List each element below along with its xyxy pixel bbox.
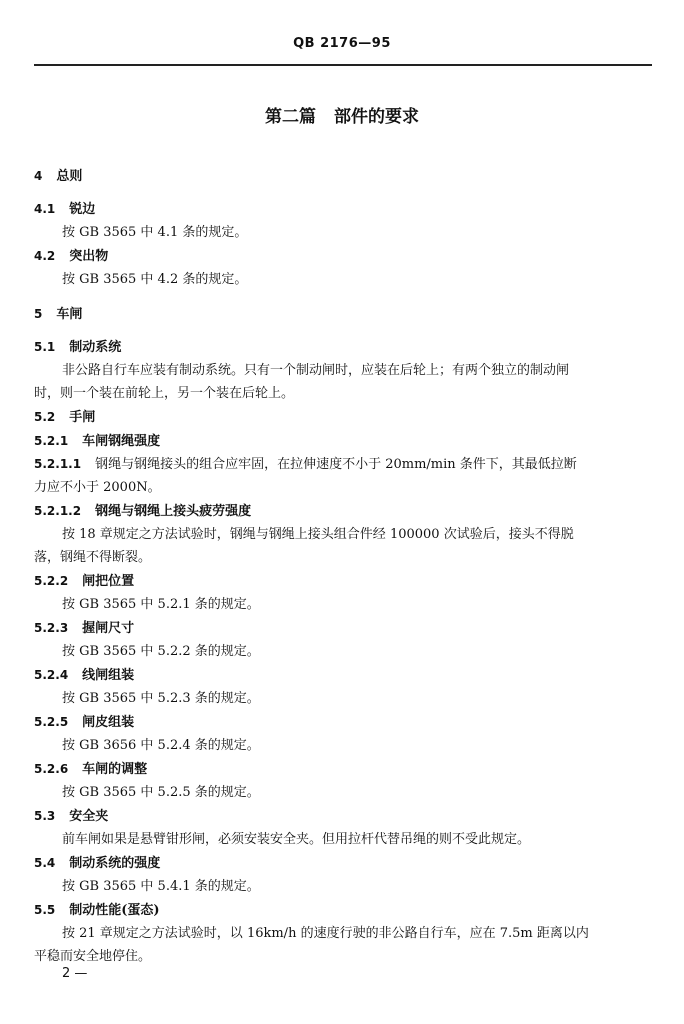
header-rule xyxy=(34,64,652,66)
section-5-2-1-1-line-2: 力应不小于 2000N。 xyxy=(34,480,161,495)
section-5-5-body-line-2: 平稳而安全地停住。 xyxy=(34,949,152,964)
section-5-2-3-body: 按 GB 3565 中 5.2.2 条的规定。 xyxy=(62,644,260,659)
section-5-4-heading: 5.4 制动系统的强度 xyxy=(34,856,161,871)
section-5-2-1-2-body-line-1: 按 18 章规定之方法试验时，钢绳与钢绳上接头组合件经 100000 次试验后，接头不得脱 xyxy=(62,527,574,542)
section-5-2-heading: 5.2 手闸 xyxy=(34,410,96,425)
part-title-prefix: 第二篇 xyxy=(265,107,316,127)
section-5-5-heading: 5.5 制动性能(蛋态) xyxy=(34,903,160,918)
section-5-2-6-body: 按 GB 3565 中 5.2.5 条的规定。 xyxy=(62,785,260,800)
section-5-2-5-heading: 5.2.5 闸皮组装 xyxy=(34,715,135,730)
section-4-1-body: 按 GB 3565 中 4.1 条的规定。 xyxy=(62,225,248,240)
section-5-2-1-1-line-1: 5.2.1.1 钢绳与钢绳接头的组合应牢固，在拉伸速度不小于 20mm/min 条件下，其最低拉断 xyxy=(34,457,577,472)
section-5-2-1-2-body-line-2: 落，钢绳不得断裂。 xyxy=(34,550,152,565)
section-5-1-body-line-2: 时，则一个装在前轮上，另一个装在后轮上。 xyxy=(34,386,295,401)
section-5-1-body-line-1: 非公路自行车应装有制动系统。只有一个制动闸时，应装在后轮上；有两个独立的制动闸 xyxy=(62,363,570,378)
section-5-4-body: 按 GB 3565 中 5.4.1 条的规定。 xyxy=(62,879,260,894)
section-4-2-heading: 4.2 突出物 xyxy=(34,249,109,264)
section-4-2-body: 按 GB 3565 中 4.2 条的规定。 xyxy=(62,272,248,287)
section-5-2-2-body: 按 GB 3565 中 5.2.1 条的规定。 xyxy=(62,597,260,612)
running-header: QB 2176—95 xyxy=(293,36,391,51)
section-4-1-heading: 4.1 锐边 xyxy=(34,202,96,217)
section-5-5-body-line-1: 按 21 章规定之方法试验时，以 16km/h 的速度行驶的非公路自行车，应在 7.5m 距离以内 xyxy=(62,926,589,941)
section-5-2-2-heading: 5.2.2 闸把位置 xyxy=(34,574,135,589)
section-5-3-body: 前车闸如果是悬臂钳形闸，必须安装安全夹。但用拉杆代替吊绳的则不受此规定。 xyxy=(62,832,531,847)
section-5-2-1-2-heading: 5.2.1.2 钢绳与钢绳上接头疲劳强度 xyxy=(34,504,252,519)
section-5-2-6-heading: 5.2.6 车闸的调整 xyxy=(34,762,148,777)
section-5-heading: 5 车闸 xyxy=(34,307,83,322)
part-title xyxy=(0,102,684,127)
section-5-2-3-heading: 5.2.3 握闸尺寸 xyxy=(34,621,135,636)
section-5-2-1-heading: 5.2.1 车闸钢绳强度 xyxy=(34,434,161,449)
section-5-1-heading: 5.1 制动系统 xyxy=(34,340,122,355)
part-title-text: 部件的要求 xyxy=(334,107,419,127)
section-5-2-5-body: 按 GB 3656 中 5.2.4 条的规定。 xyxy=(62,738,260,753)
section-5-3-heading: 5.3 安全夹 xyxy=(34,809,109,824)
section-5-2-4-body: 按 GB 3565 中 5.2.3 条的规定。 xyxy=(62,691,260,706)
section-4-heading: 4 总则 xyxy=(34,169,83,184)
section-5-2-4-heading: 5.2.4 线闸组装 xyxy=(34,668,135,683)
page-number: 2 — xyxy=(62,966,88,981)
